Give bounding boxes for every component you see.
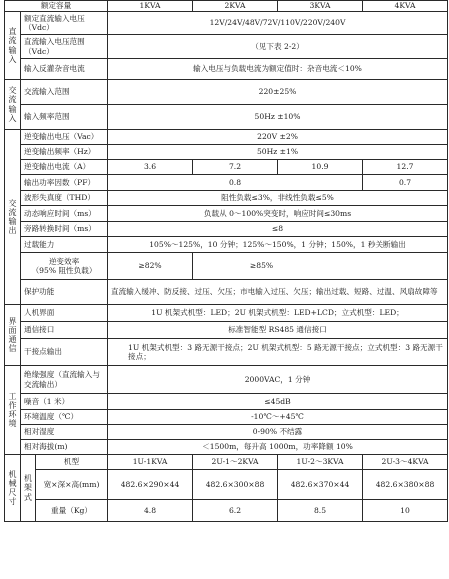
header-row [5, 1, 448, 12]
overload-label: 过载能力 [21, 237, 108, 253]
ac-input-range-row [5, 80, 448, 105]
humidity-row [5, 425, 448, 440]
output-voltage-value: 220V ±2% [108, 130, 448, 145]
protection-value: 直流输入缓冲、防反接、过压、欠压；市电输入过压、欠压；输出过载、短路、过温、风扇故障等 [108, 280, 448, 305]
mech-weight-1: 4.8 [108, 500, 193, 522]
dc-rated-voltage-value: 12V/24V/48V/72V/110V/220V/240V [108, 12, 448, 35]
mech-dims-4: 482.6×380×88 [363, 470, 448, 500]
power-factor-value-4kva: 0.7 [363, 175, 448, 191]
altitude-label: 相对海拔(m) [21, 440, 108, 455]
power-factor-row [5, 175, 448, 191]
efficiency-value-2-4kva: ≥85% [193, 253, 448, 280]
mech-dims-1: 482.6×290×44 [108, 470, 193, 500]
mech-dims-label: 宽×深×高(mm) [36, 470, 108, 500]
noise-row [5, 394, 448, 410]
output-current-label: 逆变输出电流（A） [21, 160, 108, 175]
hmi-row [5, 305, 448, 322]
mech-model-row [5, 455, 448, 470]
category-ac-output: 交流输出 [5, 130, 21, 305]
noise-label: 噪音（1 米） [21, 394, 108, 410]
mech-model-label: 机型 [36, 455, 108, 470]
insulation-value: 2000VAC，1 分钟 [108, 366, 448, 394]
model-1kva: 1KVA [108, 1, 193, 12]
temperature-label: 环境温度（℃） [21, 410, 108, 425]
output-current-3kva: 10.9 [278, 160, 363, 175]
response-time-label: 动态响应时间（ms） [21, 206, 108, 222]
comm-port-value: 标准智能型 RS485 通信接口 [108, 322, 448, 339]
dry-contact-row [5, 339, 448, 366]
temperature-value: -10℃～+45℃ [108, 410, 448, 425]
dry-contact-label: 干接点输出 [21, 339, 108, 366]
capacity-label: 额定容量 [5, 1, 108, 12]
model-2kva: 2KVA [193, 1, 278, 12]
dc-ripple-label: 输入反灌杂音电流 [21, 59, 108, 80]
overload-value: 105%～125%，10 分钟；125%～150%，1 分钟；150%，1 秒关断输出 [108, 237, 448, 253]
dc-ripple-row [5, 59, 448, 80]
thd-label: 波形失真度（THD） [21, 191, 108, 206]
bypass-time-value: ≤8 [108, 222, 448, 237]
output-current-1kva: 3.6 [108, 160, 193, 175]
insulation-label: 绝缘强度（直流输入与交流输出） [21, 366, 108, 394]
dc-voltage-range-row [5, 35, 448, 59]
mech-weight-label: 重量（Kg） [36, 500, 108, 522]
category-environment: 工作环境 [5, 366, 21, 455]
dc-voltage-range-value: （见下表 2-2） [108, 35, 448, 59]
output-voltage-label: 逆变输出电压（Vac） [21, 130, 108, 145]
bypass-time-label: 旁路转换时间（ms） [21, 222, 108, 237]
ac-input-range-value: 220±25% [108, 80, 448, 105]
efficiency-label: 逆变效率 （95% 阻性负载） [21, 253, 108, 280]
output-frequency-value: 50Hz ±1% [108, 145, 448, 160]
altitude-row [5, 440, 448, 455]
noise-value: ≤45dB [108, 394, 448, 410]
output-frequency-label: 逆变输出频率（Hz） [21, 145, 108, 160]
dc-rated-voltage-row [5, 12, 448, 35]
mech-dims-2: 482.6×300×88 [193, 470, 278, 500]
insulation-row [5, 366, 448, 394]
hmi-label: 人机界面 [21, 305, 108, 322]
category-mechanical: 机械尺寸 [5, 455, 21, 522]
efficiency-row [5, 253, 448, 280]
model-4kva: 4KVA [363, 1, 448, 12]
ac-input-freq-row [5, 105, 448, 130]
mech-model-4: 2U-3～4KVA [363, 455, 448, 470]
model-3kva: 3KVA [278, 1, 363, 12]
power-factor-label: 输出功率因数（PF） [21, 175, 108, 191]
ac-input-freq-label: 输入频率范围 [21, 105, 108, 130]
dc-ripple-value: 输入电压与负载电流为额定值时：杂音电流＜10% [108, 59, 448, 80]
humidity-value: 0-90% 不结露 [108, 425, 448, 440]
response-time-value: 负载从 0～100%突变时，响应时间≤30ms [108, 206, 448, 222]
altitude-value: ＜1500m，每升高 1000m，功率降额 10% [108, 440, 448, 455]
ac-input-range-label: 交流输入范围 [21, 80, 108, 105]
category-interface: 界面通信 [5, 305, 21, 366]
mech-weight-3: 8.5 [278, 500, 363, 522]
protection-label: 保护功能 [21, 280, 108, 305]
dc-rated-voltage-label: 额定直流输入电压 （Vdc） [21, 12, 108, 35]
comm-port-row [5, 322, 448, 339]
output-voltage-row [5, 130, 448, 145]
thd-value: 阻性负载≤3%，非线性负载≤5% [108, 191, 448, 206]
thd-row [5, 191, 448, 206]
mech-weight-row [5, 500, 448, 522]
mech-model-3: 1U-2～3KVA [278, 455, 363, 470]
category-dc-input: 直流输入 [5, 12, 21, 80]
ac-input-freq-value: 50Hz ±10% [108, 105, 448, 130]
mech-dims-3: 482.6×370×44 [278, 470, 363, 500]
overload-row [5, 237, 448, 253]
mech-weight-4: 10 [363, 500, 448, 522]
dry-contact-value: 1U 机架式机型：3 路无源干接点；2U 机架式机型：5 路无源干接点；立式机型：3 路无源干接点； [108, 339, 448, 366]
sub-category-rack: 机架式 [21, 455, 36, 522]
response-time-row [5, 206, 448, 222]
mech-model-2: 2U-1～2KVA [193, 455, 278, 470]
protection-row [5, 280, 448, 305]
spec-table [4, 0, 448, 522]
temperature-row [5, 410, 448, 425]
comm-port-label: 通信接口 [21, 322, 108, 339]
output-current-row [5, 160, 448, 175]
output-current-2kva: 7.2 [193, 160, 278, 175]
dc-voltage-range-label: 直流输入电压范围 （Vdc） [21, 35, 108, 59]
mech-weight-2: 6.2 [193, 500, 278, 522]
bypass-time-row [5, 222, 448, 237]
hmi-value: 1U 机架式机型：LED；2U 机架式机型：LED+LCD；立式机型：LED； [108, 305, 448, 322]
mech-dims-row [5, 470, 448, 500]
category-ac-input: 交流输入 [5, 80, 21, 130]
mech-model-1: 1U-1KVA [108, 455, 193, 470]
efficiency-value-1kva: ≥82% [108, 253, 193, 280]
output-frequency-row [5, 145, 448, 160]
humidity-label: 相对湿度 [21, 425, 108, 440]
power-factor-value-1-3kva: 0.8 [108, 175, 363, 191]
output-current-4kva: 12.7 [363, 160, 448, 175]
